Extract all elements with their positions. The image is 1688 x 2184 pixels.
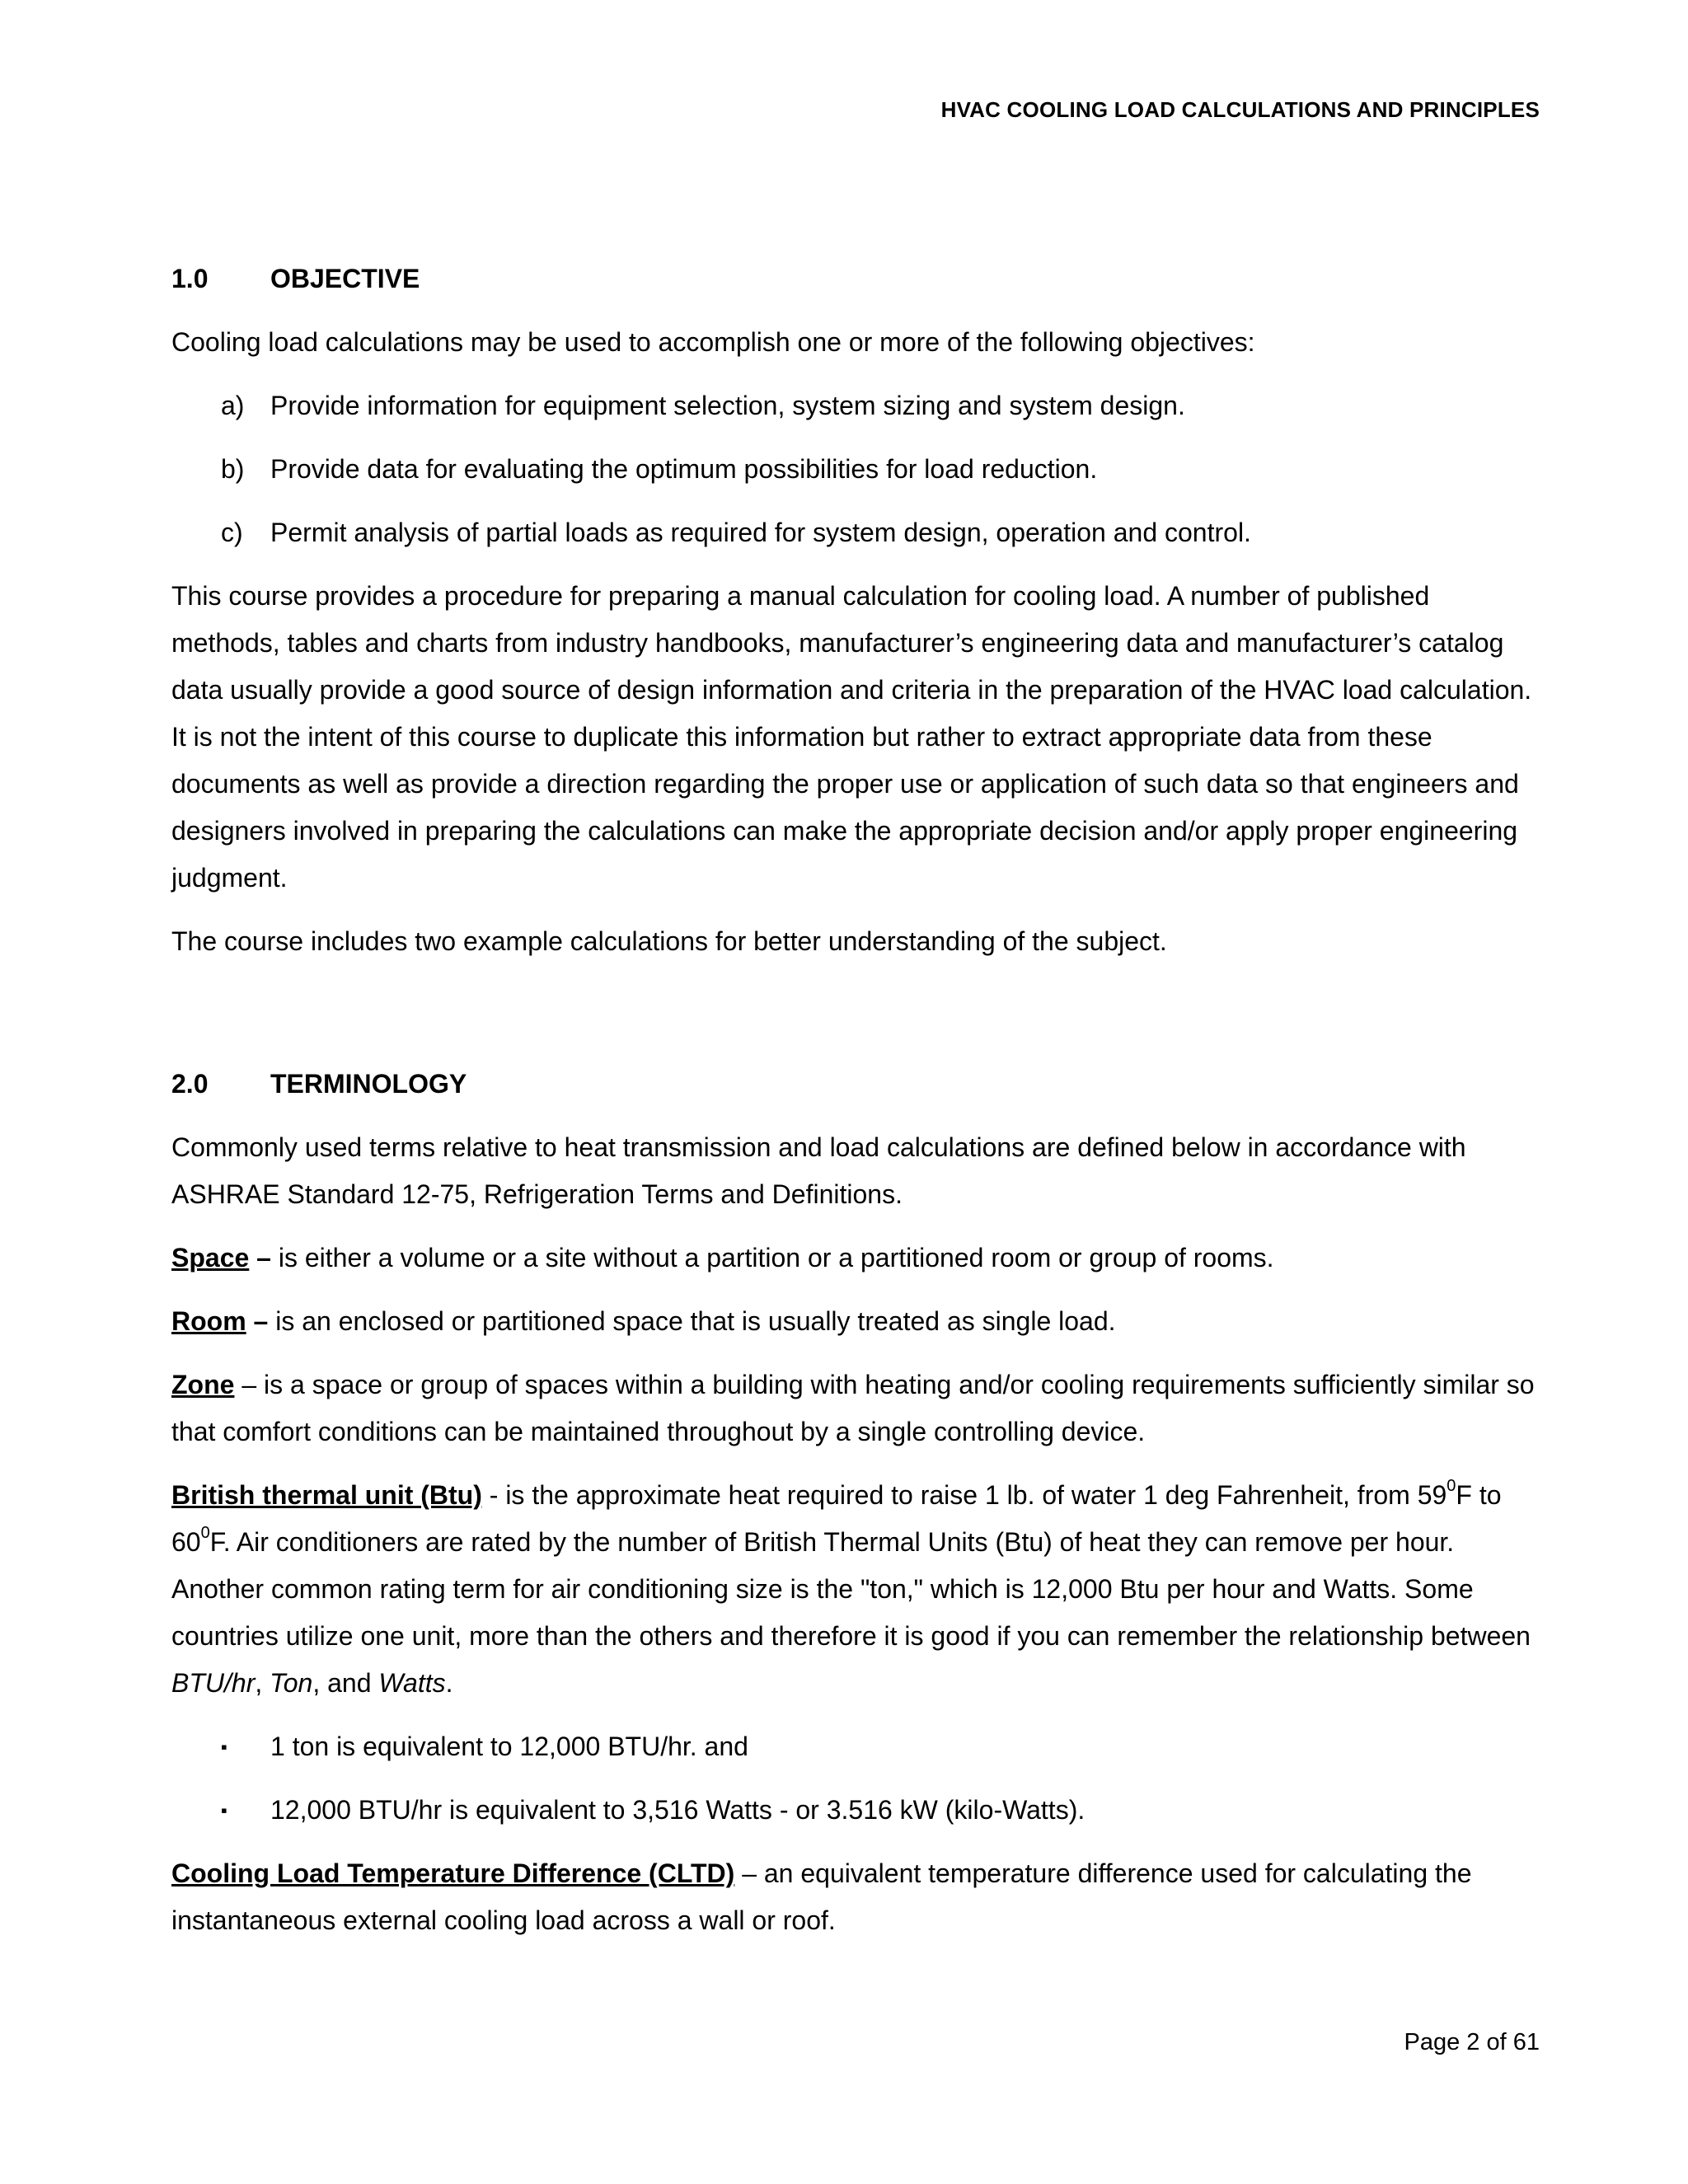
definition-text: - is the approximate heat required to raise 1 lb. of water 1 deg Fahrenheit, from 59	[481, 1480, 1447, 1510]
definition-text: F. Air conditioners are rated by the number of British Thermal Units (Btu) of heat they can remove per hour. Another common rating term for air conditioning size is the "ton," which is 12,000 Btu per hour and Watts. Some countries utilize one unit, more than the others and therefore it is good if you can remember the relationship between	[171, 1527, 1531, 1651]
section-heading-objective	[171, 255, 1540, 302]
definition-room	[171, 1298, 1540, 1345]
definition-text: is an enclosed or partitioned space that is usually treated as single load.	[268, 1306, 1116, 1336]
unit-watts: Watts	[378, 1668, 446, 1698]
list-item-text: Provide information for equipment selection, system sizing and system design.	[270, 391, 1185, 420]
term-zone: Zone	[171, 1370, 235, 1399]
term-room: Room	[171, 1306, 246, 1336]
list-marker: a)	[221, 391, 245, 420]
bullet-item-ton	[221, 1723, 1540, 1770]
term-dash: –	[246, 1306, 269, 1336]
definition-space	[171, 1235, 1540, 1282]
objective-intro: Cooling load calculations may be used to accomplish one or more of the following objectives:	[171, 327, 1255, 357]
definition-text: is either a volume or a site without a partition or a partitioned room or group of rooms.	[270, 1243, 1274, 1272]
bullet-item-watts	[221, 1787, 1540, 1834]
list-marker: c)	[221, 518, 243, 547]
separator: , and	[312, 1668, 379, 1698]
sentence-end: .	[445, 1668, 453, 1698]
section-spacer	[171, 982, 1540, 1061]
objective-item-c	[221, 509, 1540, 556]
objective-item-b	[221, 446, 1540, 493]
term-space: Space	[171, 1243, 250, 1272]
degree-superscript: 0	[200, 1524, 210, 1543]
section-number: 1.0	[171, 264, 209, 293]
term-cltd: Cooling Load Temperature Difference (CLTD)	[171, 1858, 735, 1888]
section-heading-terminology	[171, 1061, 1540, 1108]
section-title: OBJECTIVE	[270, 264, 420, 293]
unit-ton: Ton	[270, 1668, 313, 1698]
term-dash: –	[249, 1243, 271, 1272]
separator: ,	[255, 1668, 270, 1698]
definition-text: – an equivalent temperature difference used for calculating the instantaneous external cooling load across a wall or roof.	[171, 1858, 1472, 1935]
list-item-text: Permit analysis of partial loads as required for system design, operation and control.	[270, 518, 1251, 547]
definition-cltd	[171, 1850, 1540, 1944]
list-marker: b)	[221, 454, 245, 484]
bullet-text: 12,000 BTU/hr is equivalent to 3,516 Watts - or 3.516 kW (kilo-Watts).	[270, 1795, 1085, 1825]
unit-btu-hr: BTU/hr	[171, 1668, 256, 1698]
term-btu: British thermal unit (Btu)	[171, 1480, 482, 1510]
objective-item-a	[221, 382, 1540, 429]
section-number: 2.0	[171, 1069, 209, 1099]
course-description-paragraph: This course provides a procedure for preparing a manual calculation for cooling load. A number of published methods, tables and charts from industry handbooks, manufacturer’s engineering data and manufacturer’s catalog data usually provide a good source of design information and criteria in the preparation of the HVAC load calculation. It is not the intent of this course to duplicate this information but rather to extract appropriate data from these documents as well as provide a direction regarding the proper use or application of such data so that engineers and designers involved in preparing the calculations can make the appropriate decision and/or apply proper engineering judgment.	[171, 581, 1532, 893]
bullet-text: 1 ton is equivalent to 12,000 BTU/hr. and	[270, 1732, 748, 1761]
section-title: TERMINOLOGY	[270, 1069, 467, 1099]
list-item-text: Provide data for evaluating the optimum possibilities for load reduction.	[270, 454, 1098, 484]
definition-zone	[171, 1361, 1540, 1455]
degree-superscript: 0	[1447, 1477, 1456, 1496]
square-bullet-icon: ▪	[221, 1736, 227, 1757]
definition-btu	[171, 1472, 1540, 1707]
examples-paragraph: The course includes two example calculations for better understanding of the subject.	[171, 926, 1167, 956]
page-content	[171, 255, 1540, 1961]
square-bullet-icon: ▪	[221, 1800, 227, 1821]
terminology-intro: Commonly used terms relative to heat transmission and load calculations are defined below in accordance with ASHRAE Standard 12-75, Refrigeration Terms and Definitions.	[171, 1132, 1466, 1209]
running-header: HVAC COOLING LOAD CALCULATIONS AND PRINCIPLES	[940, 97, 1540, 122]
definition-text: – is a space or group of spaces within a building with heating and/or cooling requirements sufficiently similar so that comfort conditions can be maintained throughout by a single controlling device.	[171, 1370, 1535, 1446]
page-number: Page 2 of 61	[1404, 2029, 1540, 2055]
definition-text: F to 60	[171, 1480, 1502, 1557]
